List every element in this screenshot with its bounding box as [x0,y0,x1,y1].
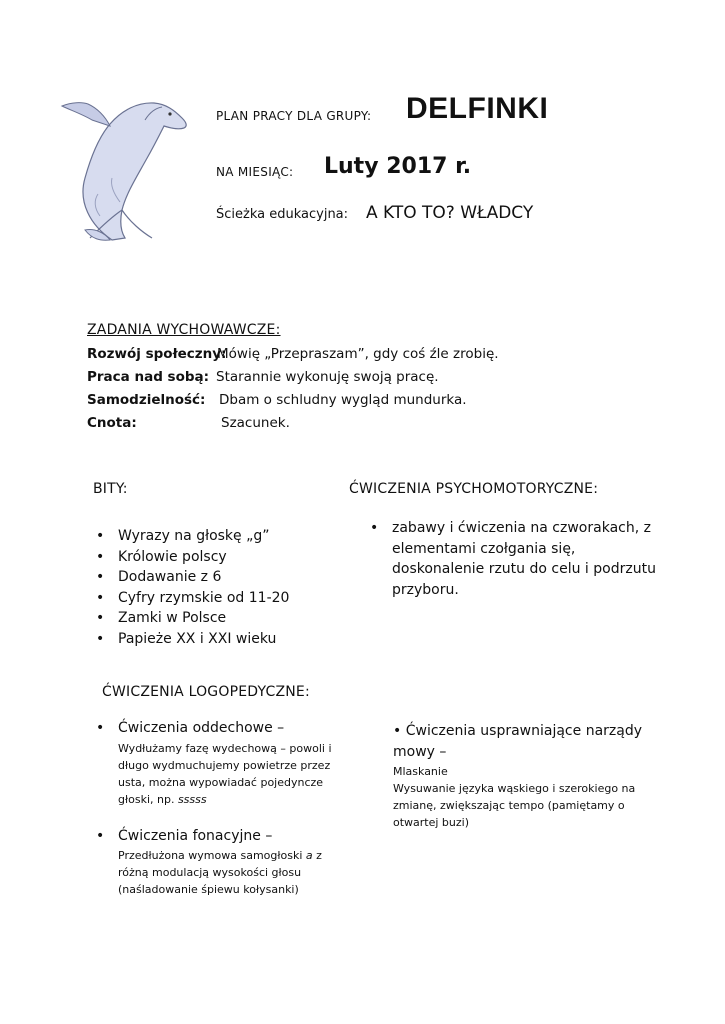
path-value: A KTO TO? WŁADCY [366,203,534,223]
list-item: • Cyfry rzymskie od 11-20 [92,588,332,609]
group-name: DELFINKI [406,92,549,125]
exercise-heading: • Ćwiczenia oddechowe – [118,720,285,736]
list-item: • Papieże XX i XXI wieku [92,629,332,650]
path-label: Ścieżka edukacyjna: [216,207,349,222]
list-item: • Wyrazy na głoskę „g” [92,526,332,547]
task-label: Rozwój społeczny: [87,346,227,362]
bity-list [92,526,332,649]
month-label: NA MIESIĄC: [216,165,294,179]
tasks-title: ZADANIA WYCHOWAWCZE: [87,322,281,338]
list-item [92,826,347,899]
exercise-heading: • Ćwiczenia usprawniające narządy mowy – [393,723,643,760]
list-item: • zabawy i ćwiczenia na czworakach, z elementami czołgania się, doskonalenie rzutu do celu i podrzutu przyboru. [366,518,656,600]
task-value: Szacunek. [221,415,290,431]
exercise-description: Przedłużona wymowa samogłoski a z różną modulacją wysokości głosu (naśladowanie śpiewu kołysanki) [118,849,322,896]
task-label: Cnota: [87,415,137,431]
psycho-list [366,518,656,600]
exercise-description: Wysuwanie języka wąskiego i szerokiego na zmianę, zwiększając tempo (pamiętamy o otwartej buzi) [393,782,636,829]
logo-left-list [92,718,347,898]
task-value: Starannie wykonuję swoją pracę. [216,369,439,385]
psycho-title: ĆWICZENIA PSYCHOMOTORYCZNE: [349,481,599,497]
list-item: • Zamki w Polsce [92,608,332,629]
list-item: • Królowie polscy [92,547,332,568]
task-label: Samodzielność: [87,392,206,408]
logo-title: ĆWICZENIA LOGOPEDYCZNE: [102,684,310,700]
bity-title: BITY: [93,481,128,497]
list-item: • Dodawanie z 6 [92,567,332,588]
exercise-description: Wydłużamy fazę wydechową – powoli i długo wydmuchujemy powietrze przez usta, można wypowiadać pojedyncze głoski, np. sssss [118,741,332,806]
task-label: Praca nad sobą: [87,369,210,385]
dolphin-illustration [50,90,190,245]
logo-right-block [393,721,643,831]
plan-label: PLAN PRACY DLA GRUPY: [216,109,372,123]
month-value: Luty 2017 r. [324,154,472,179]
task-value: Mówię „Przepraszam”, gdy coś źle zrobię. [217,346,499,362]
exercise-heading: • Ćwiczenia fonacyjne – [118,827,273,844]
list-item [92,718,347,808]
task-value: Dbam o schludny wygląd mundurka. [219,392,467,408]
exercise-sub: Mlaskanie [393,765,448,778]
